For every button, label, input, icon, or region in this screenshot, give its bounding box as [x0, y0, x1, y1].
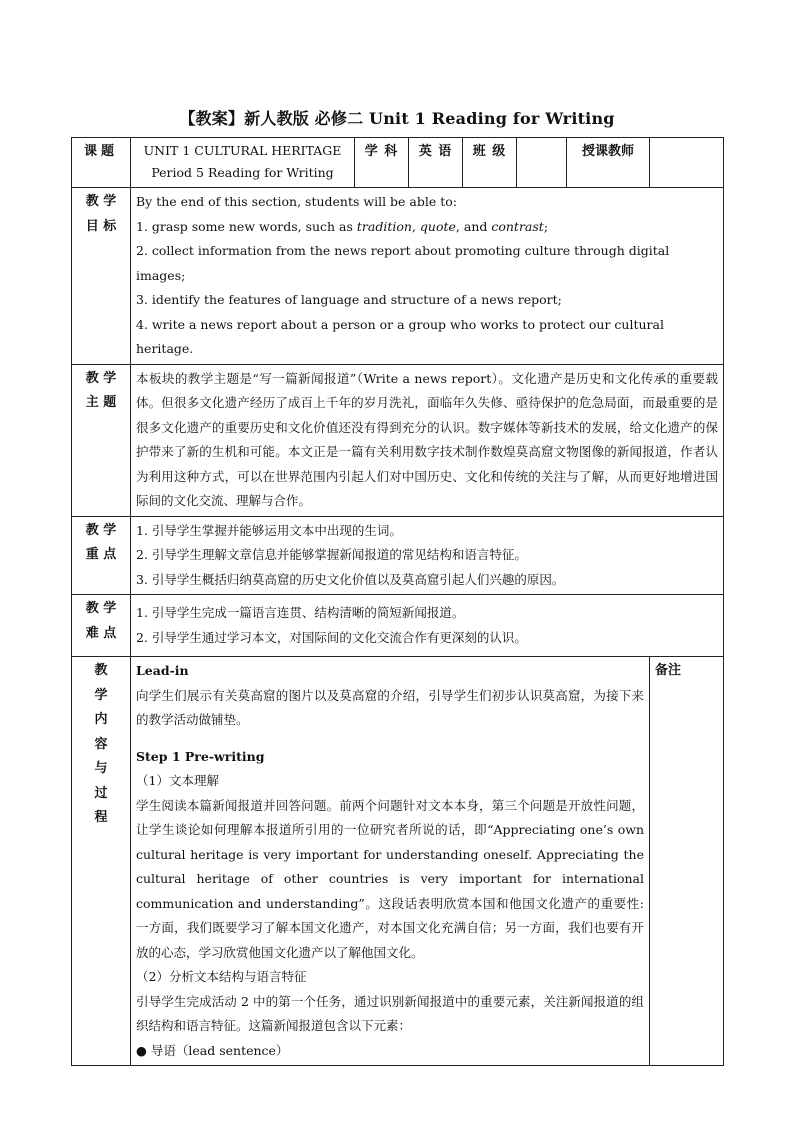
bullet-lead-sentence: ● 导语（lead sentence） [136, 1042, 289, 1058]
objectives-intro: By the end of this section, students will be able to: [136, 194, 458, 209]
teacher-value [650, 138, 724, 188]
sub-heading-comprehension: （1）文本理解 [136, 773, 219, 788]
theme-row [72, 364, 724, 516]
header-row [72, 138, 724, 188]
theme-label: 教 学 主 题 [72, 364, 131, 516]
subject-label: 学 科 [355, 138, 409, 188]
key-points-label: 教 学 重 点 [72, 516, 131, 595]
unit-line: UNIT 1 CULTURAL HERITAGE [143, 143, 342, 158]
step1-heading: Step 1 Pre-writing [136, 748, 265, 764]
sub-heading-structure: （2）分析文本结构与语言特征 [136, 969, 307, 984]
key-point-item: 3. 引导学生概括归纳莫高窟的历史文化价值以及莫高窟引起人们兴趣的原因。 [136, 571, 565, 587]
difficulties-label: 教 学 难 点 [72, 595, 131, 657]
teacher-label: 授课教师 [567, 138, 650, 188]
difficulties-content [131, 595, 724, 657]
difficulty-item: 1. 引导学生完成一篇语言连贯、结构清晰的简短新闻报道。 [136, 605, 465, 620]
process-content [131, 657, 650, 1066]
difficulty-item: 2. 引导学生通过学习本文，对国际间的文化交流合作有更深刻的认识。 [136, 629, 527, 645]
key-point-item: 1. 引导学生掌握并能够运用文本中出现的生词。 [136, 522, 402, 538]
process-label: 教 学 内 容 与 过 程 [72, 657, 131, 1066]
key-points-row [72, 516, 724, 595]
objectives-row [72, 188, 724, 365]
class-label: 班 级 [463, 138, 517, 188]
process-row [72, 657, 724, 1066]
key-point-item: 2. 引导学生理解文章信息并能够掌握新闻报道的常见结构和语言特征。 [136, 547, 527, 562]
objective-item: 3. identify the features of language and structure of a news report; [136, 292, 562, 307]
lesson-plan-table [71, 137, 724, 1066]
period-line: Period 5 Reading for Writing [151, 165, 334, 180]
objectives-content [131, 188, 724, 365]
objective-item: 4. write a news report about a person or a group who works to protect our cultural heritage. [136, 316, 664, 356]
objective-item: 2. collect information from the news report about promoting culture through digital images; [136, 243, 670, 283]
leadin-text: 向学生们展示有关莫高窟的图片以及莫高窟的介绍，引导学生们初步认识莫高窟，为接下来的教学活动做铺垫。 [136, 687, 644, 727]
key-points-content [131, 516, 724, 595]
document-title: 【教案】新人教版 必修二 Unit 1 Reading for Writing [179, 109, 615, 128]
comprehension-text: 学生阅读本篇新闻报道并回答问题。前两个问题针对文本本身，第三个问题是开放性问题，让学生谈论如何理解本报道所引用的一位研究者所说的话，即“Appreciating one’s own cultural heritage is very important for understanding oneself. Appreciating the cultural heritage of other countries is very important for international communication and understanding”。这段话表明欣赏本国和他国文化遗产的重要性: 一方面，我们既要学习了解本国文化遗产，对本国文化充满自信；另一方面，我们也要有开放的心态，学习欣赏他国文化遗产以了解他国文化。 [136, 797, 644, 960]
objective-item: 1. grasp some new words, such as tradition, quote, and contrast; [136, 218, 549, 234]
objectives-label: 教 学 目 标 [72, 188, 131, 365]
theme-content: 本板块的教学主题是“写一篇新闻报道”（Write a news report）。文化遗产是历史和文化传承的重要载体。但很多文化遗产经历了成百上千年的岁月洗礼，面临年久失修、亟待保护的危急局面，而最重要的是很多文化遗产的重要历史和文化价值还没有得到充分的认识。数字媒体等新技术的发展，给文化遗产的保护带来了新的生机和可能。本文正是一篇有关利用数字技术制作数煌莫高窟文物图像的新闻报道，作者认为利用这种方式，可以在世界范围内引起人们对中国历史、文化和传统的关注与了解，从而更好地增进国际间的文化交流、理解与合作。 [131, 364, 724, 516]
class-value [517, 138, 567, 188]
topic-label: 课题 [72, 138, 131, 188]
structure-text: 引导学生完成活动 2 中的第一个任务，通过识别新闻报道中的重要元素，关注新闻报道的组织结构和语言特征。这篇新闻报道包含以下元素： [136, 993, 644, 1033]
difficulties-row [72, 595, 724, 657]
topic-value [131, 138, 355, 188]
notes-column: 备注 [650, 657, 724, 1066]
subject-value: 英 语 [409, 138, 463, 188]
leadin-heading: Lead-in [136, 663, 189, 678]
